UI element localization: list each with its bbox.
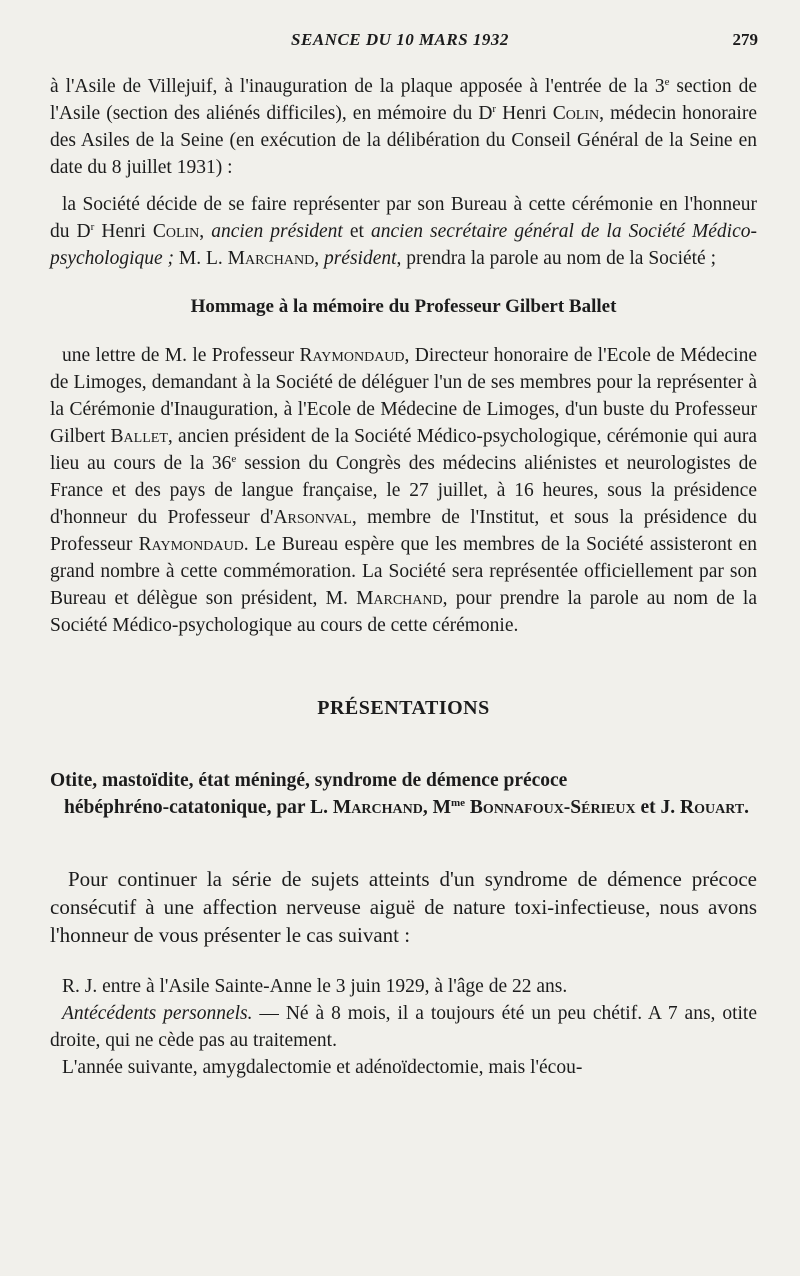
author-name: Rouart [680, 797, 745, 818]
person-name: Arsonval [273, 507, 352, 528]
text-run: , pour prendre la parole au nom de la Société Médico-psychologique au cours de cette cérémonie. [50, 588, 757, 636]
case-antecedents [50, 1000, 757, 1054]
person-name: Colin [552, 103, 600, 124]
author-name: Marchand [332, 797, 423, 818]
person-name: Marchand [227, 248, 315, 269]
article-title-line-2 [50, 794, 757, 821]
paragraph-asile-villejuif [50, 73, 757, 181]
article-title [50, 767, 757, 821]
italic-text: ancien secrétaire général de la Société Médico-psychologique ; [50, 221, 757, 269]
article-title-line-1: Otite, mastoïdite, état méningé, syndrome de démence précoce [50, 770, 568, 791]
text-run: . [744, 797, 750, 818]
person-name: Ballet [110, 426, 168, 447]
person-name: Colin [152, 221, 200, 242]
text-run: Henri [94, 221, 153, 242]
text-run: et J. [635, 797, 681, 818]
page-body [50, 73, 757, 1081]
running-title: SEANCE DU 10 MARS 1932 [291, 30, 509, 49]
text-run: , [314, 248, 324, 269]
text-run: hébéphréno-catatonique, par L. [64, 797, 333, 818]
paragraph-societe-decide [50, 191, 757, 272]
person-name: Raymondaud [299, 345, 405, 366]
author-name: Bonnafoux-Sérieux [469, 797, 636, 818]
case-line-entry: R. J. entre à l'Asile Sainte-Anne le 3 juin 1929, à l'âge de 22 ans. [62, 976, 568, 997]
text-run: , M [422, 797, 451, 818]
text-run: section de l'Asile (section des aliénés difficiles), en mémoire du D [50, 76, 758, 124]
text-run: une lettre de M. le Professeur [62, 345, 300, 366]
case-line-following-year: L'année suivante, amygdalectomie et adénoïdectomie, mais l'écou- [62, 1057, 583, 1078]
text-run: à l'Asile de Villejuif, à l'inauguration de la plaque apposée à l'entrée de la 3 [50, 76, 665, 97]
text-run: , Directeur honoraire de l'Ecole de Médecine de Limoges, demandant à la Société de déléguer l'un de ses membres pour la représenter à la Cérémonie d'Inauguration, à l'Ecole de Médecine de Limoges, d'un buste du Professeur Gilbert [50, 345, 757, 447]
superscript: r [492, 103, 497, 115]
text-run: , ancien président de la Société Médico-psychologique, cérémonie qui aura lieu au cours de la 36 [50, 426, 758, 474]
text-run: M. L. [174, 248, 228, 269]
text-run: , membre de l'Institut, et sous la présidence du Professeur [50, 507, 757, 555]
text-run: , [199, 221, 212, 242]
page-header [0, 30, 800, 54]
person-name: Raymondaud [138, 534, 244, 555]
italic-text: président [323, 248, 397, 269]
superscript: e [664, 76, 670, 88]
italic-label: Antécédents personnels. [62, 1003, 253, 1024]
section-heading-hommage: Hommage à la mémoire du Professeur Gilbert Ballet [190, 296, 617, 317]
text-run: . Le Bureau espère que les membres de la Société assisteront en grand nombre à cette commémoration. La Société sera représentée officiellement par son Bureau et délègue son président, M. [50, 534, 757, 609]
intro-paragraph: Pour continuer la série de sujets atteints d'un syndrome de démence précoce consécutif à une affection nerveuse aiguë de nature toxi-infectieuse, nous avons l'honneur de vous présenter le cas suivant : [50, 867, 757, 947]
section-heading-presentations: PRÉSENTATIONS [317, 697, 490, 719]
text-run: — Né à 8 mois, il a toujours été un peu chétif. A 7 ans, otite droite, qui ne cède pas au traitement. [50, 1003, 757, 1051]
text-run: Henri [496, 103, 553, 124]
text-run: , prendra la parole au nom de la Société ; [396, 248, 717, 269]
page-number: 279 [732, 30, 758, 49]
italic-text: ancien président [211, 221, 343, 242]
text-run: , médecin honoraire des Asiles de la Seine (en exécution de la délibération du Conseil Général de la Seine en date du 8 juillet 1931) : [50, 103, 757, 178]
text-run: et [342, 221, 372, 242]
superscript: e [231, 453, 237, 465]
text-run: la Société décide de se faire représenter par son Bureau à cette cérémonie en l'honneur du D [50, 194, 757, 242]
superscript: me [451, 797, 466, 809]
paragraph-lettre-raymondaud [50, 342, 757, 639]
person-name: Marchand [356, 588, 443, 609]
superscript: r [90, 221, 95, 233]
text-run: session du Congrès des médecins aliénistes et neurologistes de France et des pays de langue française, le 27 juillet, à 16 heures, sous la présidence d'honneur du Professeur d' [50, 453, 757, 528]
